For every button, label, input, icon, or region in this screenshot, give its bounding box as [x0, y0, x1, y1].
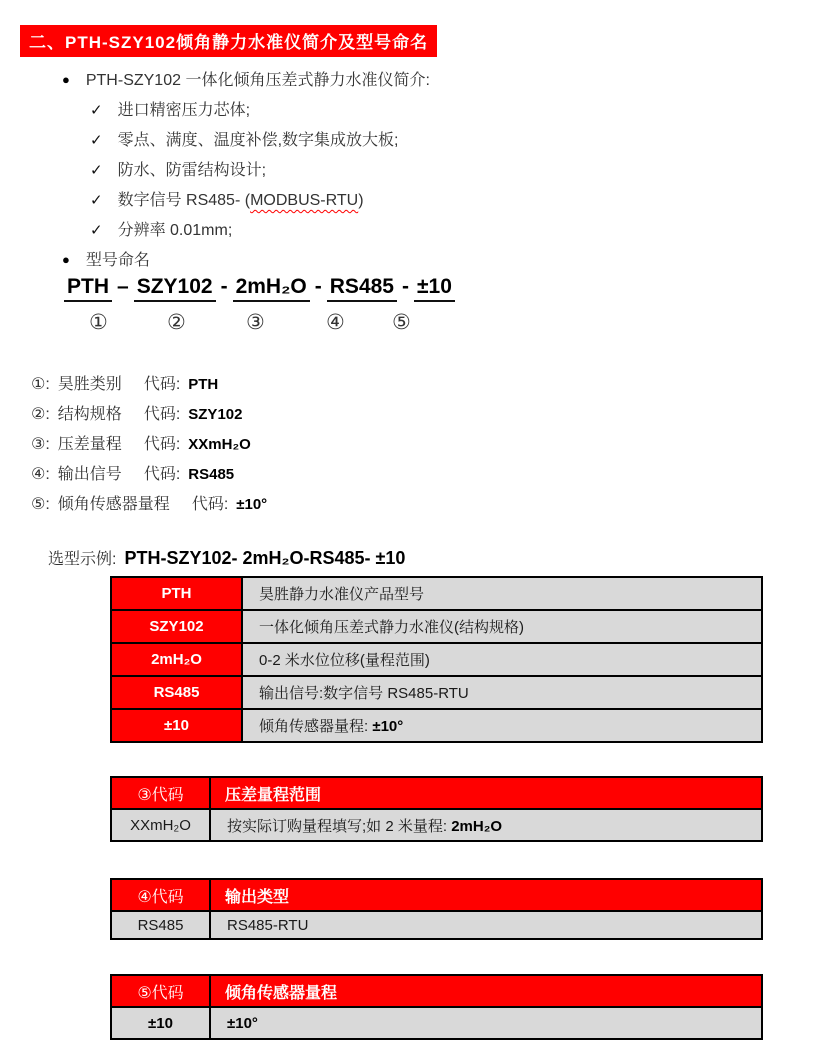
code-number: ④:	[31, 466, 50, 483]
code-cell: PTH	[111, 577, 242, 610]
code-number: ③:	[31, 436, 50, 453]
model-separator: –	[117, 275, 129, 298]
model-segment-5: ±10	[414, 275, 455, 302]
code-cell: ±10	[111, 1007, 210, 1039]
code-legend-list	[31, 370, 835, 520]
check-icon: ✓	[90, 192, 103, 209]
model-segment-2: SZY102	[134, 275, 216, 302]
feature-check-list	[0, 96, 835, 246]
model-segment-4: RS485	[327, 275, 397, 302]
naming-heading	[62, 246, 835, 275]
check-item-text: 数字信号 RS485- (	[117, 192, 251, 209]
check-icon: ✓	[90, 222, 103, 239]
selection-example-line	[48, 546, 835, 572]
table-row	[111, 610, 762, 643]
code-word: 代码:	[143, 436, 181, 453]
circled-number-2: ②	[167, 311, 186, 334]
desc-cell: 昊胜静力水准仪产品型号	[242, 577, 762, 610]
table-row	[111, 577, 762, 610]
code3-range-table	[110, 776, 763, 842]
circled-number-5: ⑤	[392, 311, 411, 334]
section-title: 二、PTH-SZY102倾角静力水准仪简介及型号命名	[20, 25, 437, 57]
desc-bold-text: ±10°	[372, 718, 404, 735]
model-separator: -	[401, 275, 409, 298]
table-header-row	[111, 975, 762, 1007]
table-row	[111, 676, 762, 709]
table-row	[111, 709, 762, 742]
header-code-cell: ⑤代码	[111, 975, 210, 1007]
spellcheck-underlined-text: MODBUS-RTU	[250, 192, 359, 209]
code-legend-row	[31, 460, 835, 490]
bullet-icon: ●	[62, 72, 70, 87]
code-legend-row	[31, 490, 835, 520]
desc-cell: 输出信号:数字信号 RS485-RTU	[242, 676, 762, 709]
code-value: SZY102	[188, 406, 243, 423]
table-header-row	[111, 777, 762, 809]
table-row	[111, 809, 762, 841]
model-separator: -	[220, 275, 228, 298]
code-value: XXmH₂O	[188, 436, 251, 453]
model-segment-3: 2mH₂O	[233, 275, 310, 302]
code-label: 倾角传感器量程	[57, 496, 170, 513]
header-title-cell: 压差量程范围	[210, 777, 762, 809]
code-word: 代码:	[143, 376, 181, 393]
selection-example-label: 选型示例:	[48, 551, 117, 568]
circled-number-4: ④	[326, 311, 345, 334]
table-row	[111, 1007, 762, 1039]
code5-tilt-range-table	[110, 974, 763, 1040]
selection-example-model: PTH-SZY102- 2mH₂O-RS485- ±10	[124, 548, 406, 568]
check-item-text: )	[358, 192, 364, 209]
check-item	[0, 126, 835, 156]
intro-heading-text: PTH-SZY102 一体化倾角压差式静力水准仪简介:	[85, 72, 430, 89]
desc-cell	[242, 709, 762, 742]
check-item	[0, 156, 835, 186]
code-label: 昊胜类别	[57, 376, 122, 393]
desc-cell: 一体化倾角压差式静力水准仪(结构规格)	[242, 610, 762, 643]
code-word: 代码:	[143, 406, 181, 423]
table-row	[111, 911, 762, 939]
check-icon: ✓	[90, 132, 103, 149]
code-word: 代码:	[143, 466, 181, 483]
desc-cell: 0-2 米水位位移(量程范围)	[242, 643, 762, 676]
code-label: 结构规格	[57, 406, 122, 423]
code-cell: XXmH₂O	[111, 809, 210, 841]
code-number: ①:	[31, 376, 50, 393]
code-cell: SZY102	[111, 610, 242, 643]
code-legend-row	[31, 430, 835, 460]
desc-cell: ±10°	[210, 1007, 762, 1039]
desc-text: 按实际订购量程填写;如 2 米量程:	[227, 817, 452, 835]
desc-cell: RS485-RTU	[210, 911, 762, 939]
code-cell: ±10	[111, 709, 242, 742]
header-code-cell: ④代码	[111, 879, 210, 911]
code4-output-table	[110, 878, 763, 940]
code-number: ⑤:	[31, 496, 50, 513]
check-item-text: 防水、防雷结构设计;	[117, 162, 267, 179]
section-title-row	[20, 25, 835, 57]
code-label: 输出信号	[57, 466, 122, 483]
check-item-text: 分辨率 0.01mm;	[117, 222, 233, 239]
circled-number-3: ③	[246, 311, 265, 334]
code-legend-row	[31, 370, 835, 400]
code-value: PTH	[188, 376, 219, 393]
code-word: 代码:	[191, 496, 229, 513]
code-value: ±10°	[236, 496, 268, 513]
segment-number-row	[0, 312, 835, 336]
table-header-row	[111, 879, 762, 911]
header-title-cell: 输出类型	[210, 879, 762, 911]
model-separator: -	[314, 275, 322, 298]
code-value: RS485	[188, 466, 235, 483]
circled-number-1: ①	[89, 311, 108, 334]
code-cell: RS485	[111, 911, 210, 939]
naming-heading-text: 型号命名	[85, 252, 150, 269]
code-number: ②:	[31, 406, 50, 423]
table-row	[111, 643, 762, 676]
model-naming-line	[64, 275, 835, 309]
code-cell: RS485	[111, 676, 242, 709]
bullet-icon: ●	[62, 252, 70, 267]
header-code-cell: ③代码	[111, 777, 210, 809]
code-legend-row	[31, 400, 835, 430]
check-item	[0, 186, 835, 216]
header-title-cell: 倾角传感器量程	[210, 975, 762, 1007]
model-segment-1: PTH	[64, 275, 112, 302]
desc-text: 倾角传感器量程:	[259, 718, 373, 735]
desc-cell	[210, 809, 762, 841]
model-breakdown-table	[110, 576, 763, 743]
intro-heading	[62, 67, 835, 94]
check-item	[0, 216, 835, 246]
code-cell: 2mH₂O	[111, 643, 242, 676]
check-item-text: 进口精密压力芯体;	[117, 102, 251, 119]
check-icon: ✓	[90, 102, 103, 119]
desc-bold-text: 2mH₂O	[451, 817, 503, 835]
check-item	[0, 96, 835, 126]
check-item-text: 零点、满度、温度补偿,数字集成放大板;	[117, 132, 399, 149]
code-label: 压差量程	[57, 436, 122, 453]
check-icon: ✓	[90, 162, 103, 179]
